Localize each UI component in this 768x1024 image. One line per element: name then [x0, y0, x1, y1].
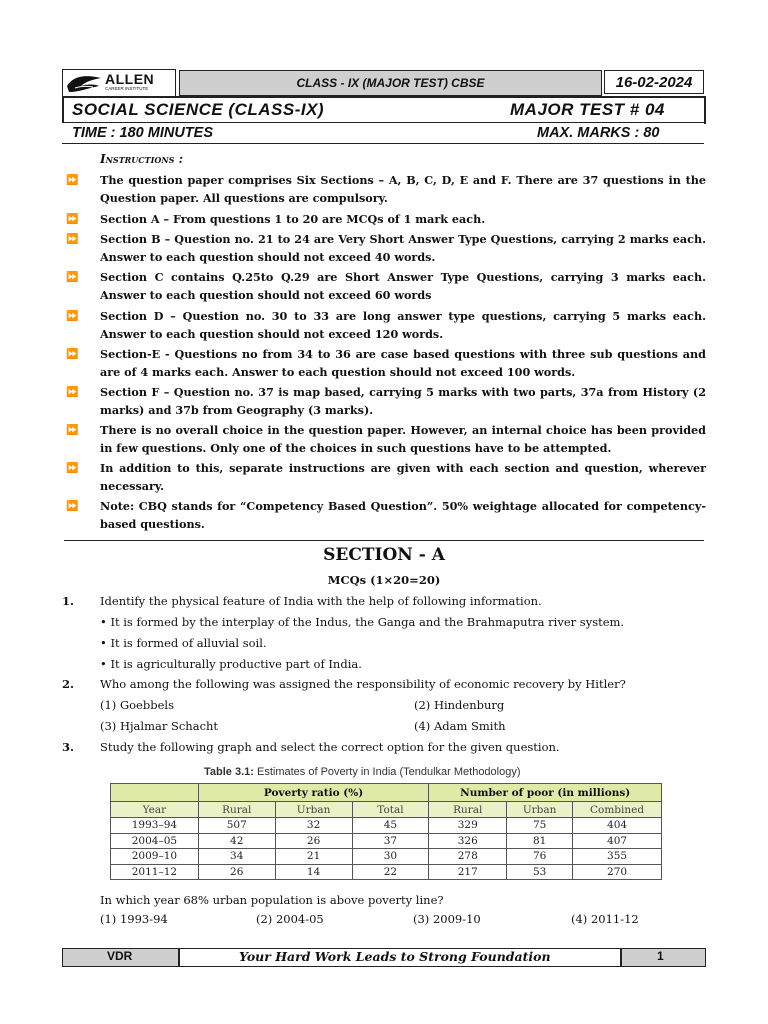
table-label: Table 3.1: — [204, 766, 254, 778]
question-text: In which year 68% urban population is above poverty line? — [100, 893, 444, 907]
column-header: Urban — [275, 802, 352, 818]
table-row: 2009–10 34 21 30 278 76 355 — [111, 849, 662, 865]
table-row: 2004–05 42 26 37 326 81 407 — [111, 833, 662, 849]
question-text: Identify the physical feature of India with the help of following information. — [100, 594, 542, 608]
question-number: 3. — [62, 740, 75, 754]
subject-title: SOCIAL SCIENCE (CLASS-IX) — [72, 100, 325, 119]
double-arrow-icon: ⏩ — [66, 311, 79, 322]
option: (1) 1993-94 — [100, 912, 168, 926]
column-header: Total — [352, 802, 429, 818]
section-subtitle: MCQs (1×20=20) — [327, 573, 441, 587]
table-group-header — [111, 784, 662, 802]
instruction-item: ⏩ Section-E - Questions no from 34 to 36 are case based questions with three sub questions and are of 4 marks each. Answer to each question should not exceed 100 words. — [66, 347, 706, 379]
double-arrow-icon: ⏩ — [66, 214, 79, 225]
option: (1) Goebbels — [100, 698, 174, 712]
double-arrow-icon: ⏩ — [66, 425, 79, 436]
instruction-item: ⏩ In addition to this, separate instructions are given with each section and question, wherever necessary. — [66, 461, 706, 493]
option: (3) 2009-10 — [413, 912, 481, 926]
page-number: 1 — [657, 949, 664, 963]
logo-subtext: CAREER INSTITUTE — [105, 86, 149, 91]
footer-separator — [620, 949, 622, 966]
double-arrow-icon: ⏩ — [66, 501, 79, 512]
table-column-header — [111, 802, 662, 818]
exam-date: 16-02-2024 — [615, 73, 693, 91]
time-label: TIME : 180 MINUTES — [72, 125, 213, 141]
double-arrow-icon: ⏩ — [66, 349, 79, 360]
double-arrow-icon: ⏩ — [66, 387, 79, 398]
bird-logo-icon — [65, 72, 103, 96]
question-1 — [62, 592, 706, 674]
double-arrow-icon: ⏩ — [66, 234, 79, 245]
instruction-item: ⏩ Section B – Question no. 21 to 24 are Very Short Answer Type Questions, carrying 2 marks each. Answer to each question should not exceed 40 words. — [66, 232, 706, 264]
question-point: • It is agriculturally productive part of India. — [100, 657, 362, 671]
footer-code: VDR — [107, 949, 133, 963]
column-header: Rural — [198, 802, 275, 818]
instruction-item: ⏩ The question paper comprises Six Sections – A, B, C, D, E and F. There are 37 questions in the Question paper. All questions are compulsory. — [66, 173, 706, 205]
test-title: MAJOR TEST # 04 — [510, 100, 665, 119]
time-row — [62, 123, 704, 144]
double-arrow-icon: ⏩ — [66, 272, 79, 283]
page-footer — [62, 948, 706, 967]
double-arrow-icon: ⏩ — [66, 175, 79, 186]
subject-row — [62, 96, 706, 124]
footer-separator — [178, 949, 180, 966]
column-header: Rural — [429, 802, 507, 818]
option: (2) Hindenburg — [414, 698, 505, 712]
double-arrow-icon: ⏩ — [66, 463, 79, 474]
table-row: 1993–94 507 32 45 329 75 404 — [111, 818, 662, 834]
logo-wordmark: ALLEN — [105, 71, 155, 87]
option: (2) 2004-05 — [256, 912, 324, 926]
table-caption: Estimates of Poverty in India (Tendulkar Methodology) — [253, 766, 521, 778]
option-row — [100, 717, 600, 736]
footer-motto: Your Hard Work Leads to Strong Foundation — [239, 949, 551, 964]
class-line: CLASS - IX (MAJOR TEST) CBSE — [296, 76, 485, 90]
divider — [64, 540, 704, 541]
column-header: Combined — [573, 802, 662, 818]
group-header: Number of poor (in millions) — [429, 784, 662, 802]
option: (4) Adam Smith — [414, 719, 506, 733]
question-3 — [62, 738, 706, 757]
allen-logo — [62, 69, 176, 99]
instruction-item: ⏩ Note: CBQ stands for “Competency Based Question”. 50% weightage allocated for competency-based questions. — [66, 499, 706, 531]
question-point: • It is formed of alluvial soil. — [100, 636, 267, 650]
column-header: Year — [111, 802, 199, 818]
question-text: Who among the following was assigned the responsibility of economic recovery by Hitler? — [100, 677, 626, 691]
question-2 — [62, 675, 706, 694]
poverty-table — [110, 783, 662, 880]
question-number: 2. — [62, 677, 75, 691]
instruction-item: ⏩ Section C contains Q.25to Q.29 are Short Answer Type Questions, carrying 3 marks each. Answer to each question should not exceed 60 words — [66, 270, 706, 302]
table-title — [204, 766, 521, 778]
instruction-item: ⏩ Section F – Question no. 37 is map based, carrying 5 marks with two parts, 37a from History (2 marks) and 37b from Geography (3 marks). — [66, 385, 706, 417]
max-marks-label: MAX. MARKS : 80 — [537, 125, 660, 141]
question-number: 1. — [62, 594, 75, 608]
class-banner — [179, 70, 602, 96]
instruction-item: ⏩ There is no overall choice in the question paper. However, an internal choice has been provided in few questions. Only one of the choices in such questions have to be attempted. — [66, 423, 706, 455]
table-row: 2011–12 26 14 22 217 53 270 — [111, 864, 662, 880]
group-header: Poverty ratio (%) — [198, 784, 429, 802]
option: (3) Hjalmar Schacht — [100, 719, 219, 733]
instructions-heading: Instructions : — [100, 152, 184, 166]
question-text: Study the following graph and select the correct option for the given question. — [100, 740, 560, 754]
option-row — [100, 696, 600, 715]
column-header: Urban — [507, 802, 573, 818]
option: (4) 2011-12 — [571, 912, 639, 926]
instruction-item: ⏩ Section D – Question no. 30 to 33 are long answer type questions, carrying 5 marks each. Answer to each question should not exceed 120 words. — [66, 309, 706, 341]
date-box — [604, 70, 704, 94]
section-title: SECTION - A — [323, 545, 445, 565]
question-3-prompt — [62, 891, 706, 910]
instruction-item: ⏩ Section A – From questions 1 to 20 are MCQs of 1 mark each. — [66, 211, 706, 229]
question-point: • It is formed by the interplay of the Indus, the Ganga and the Brahmaputra river system. — [100, 615, 625, 629]
